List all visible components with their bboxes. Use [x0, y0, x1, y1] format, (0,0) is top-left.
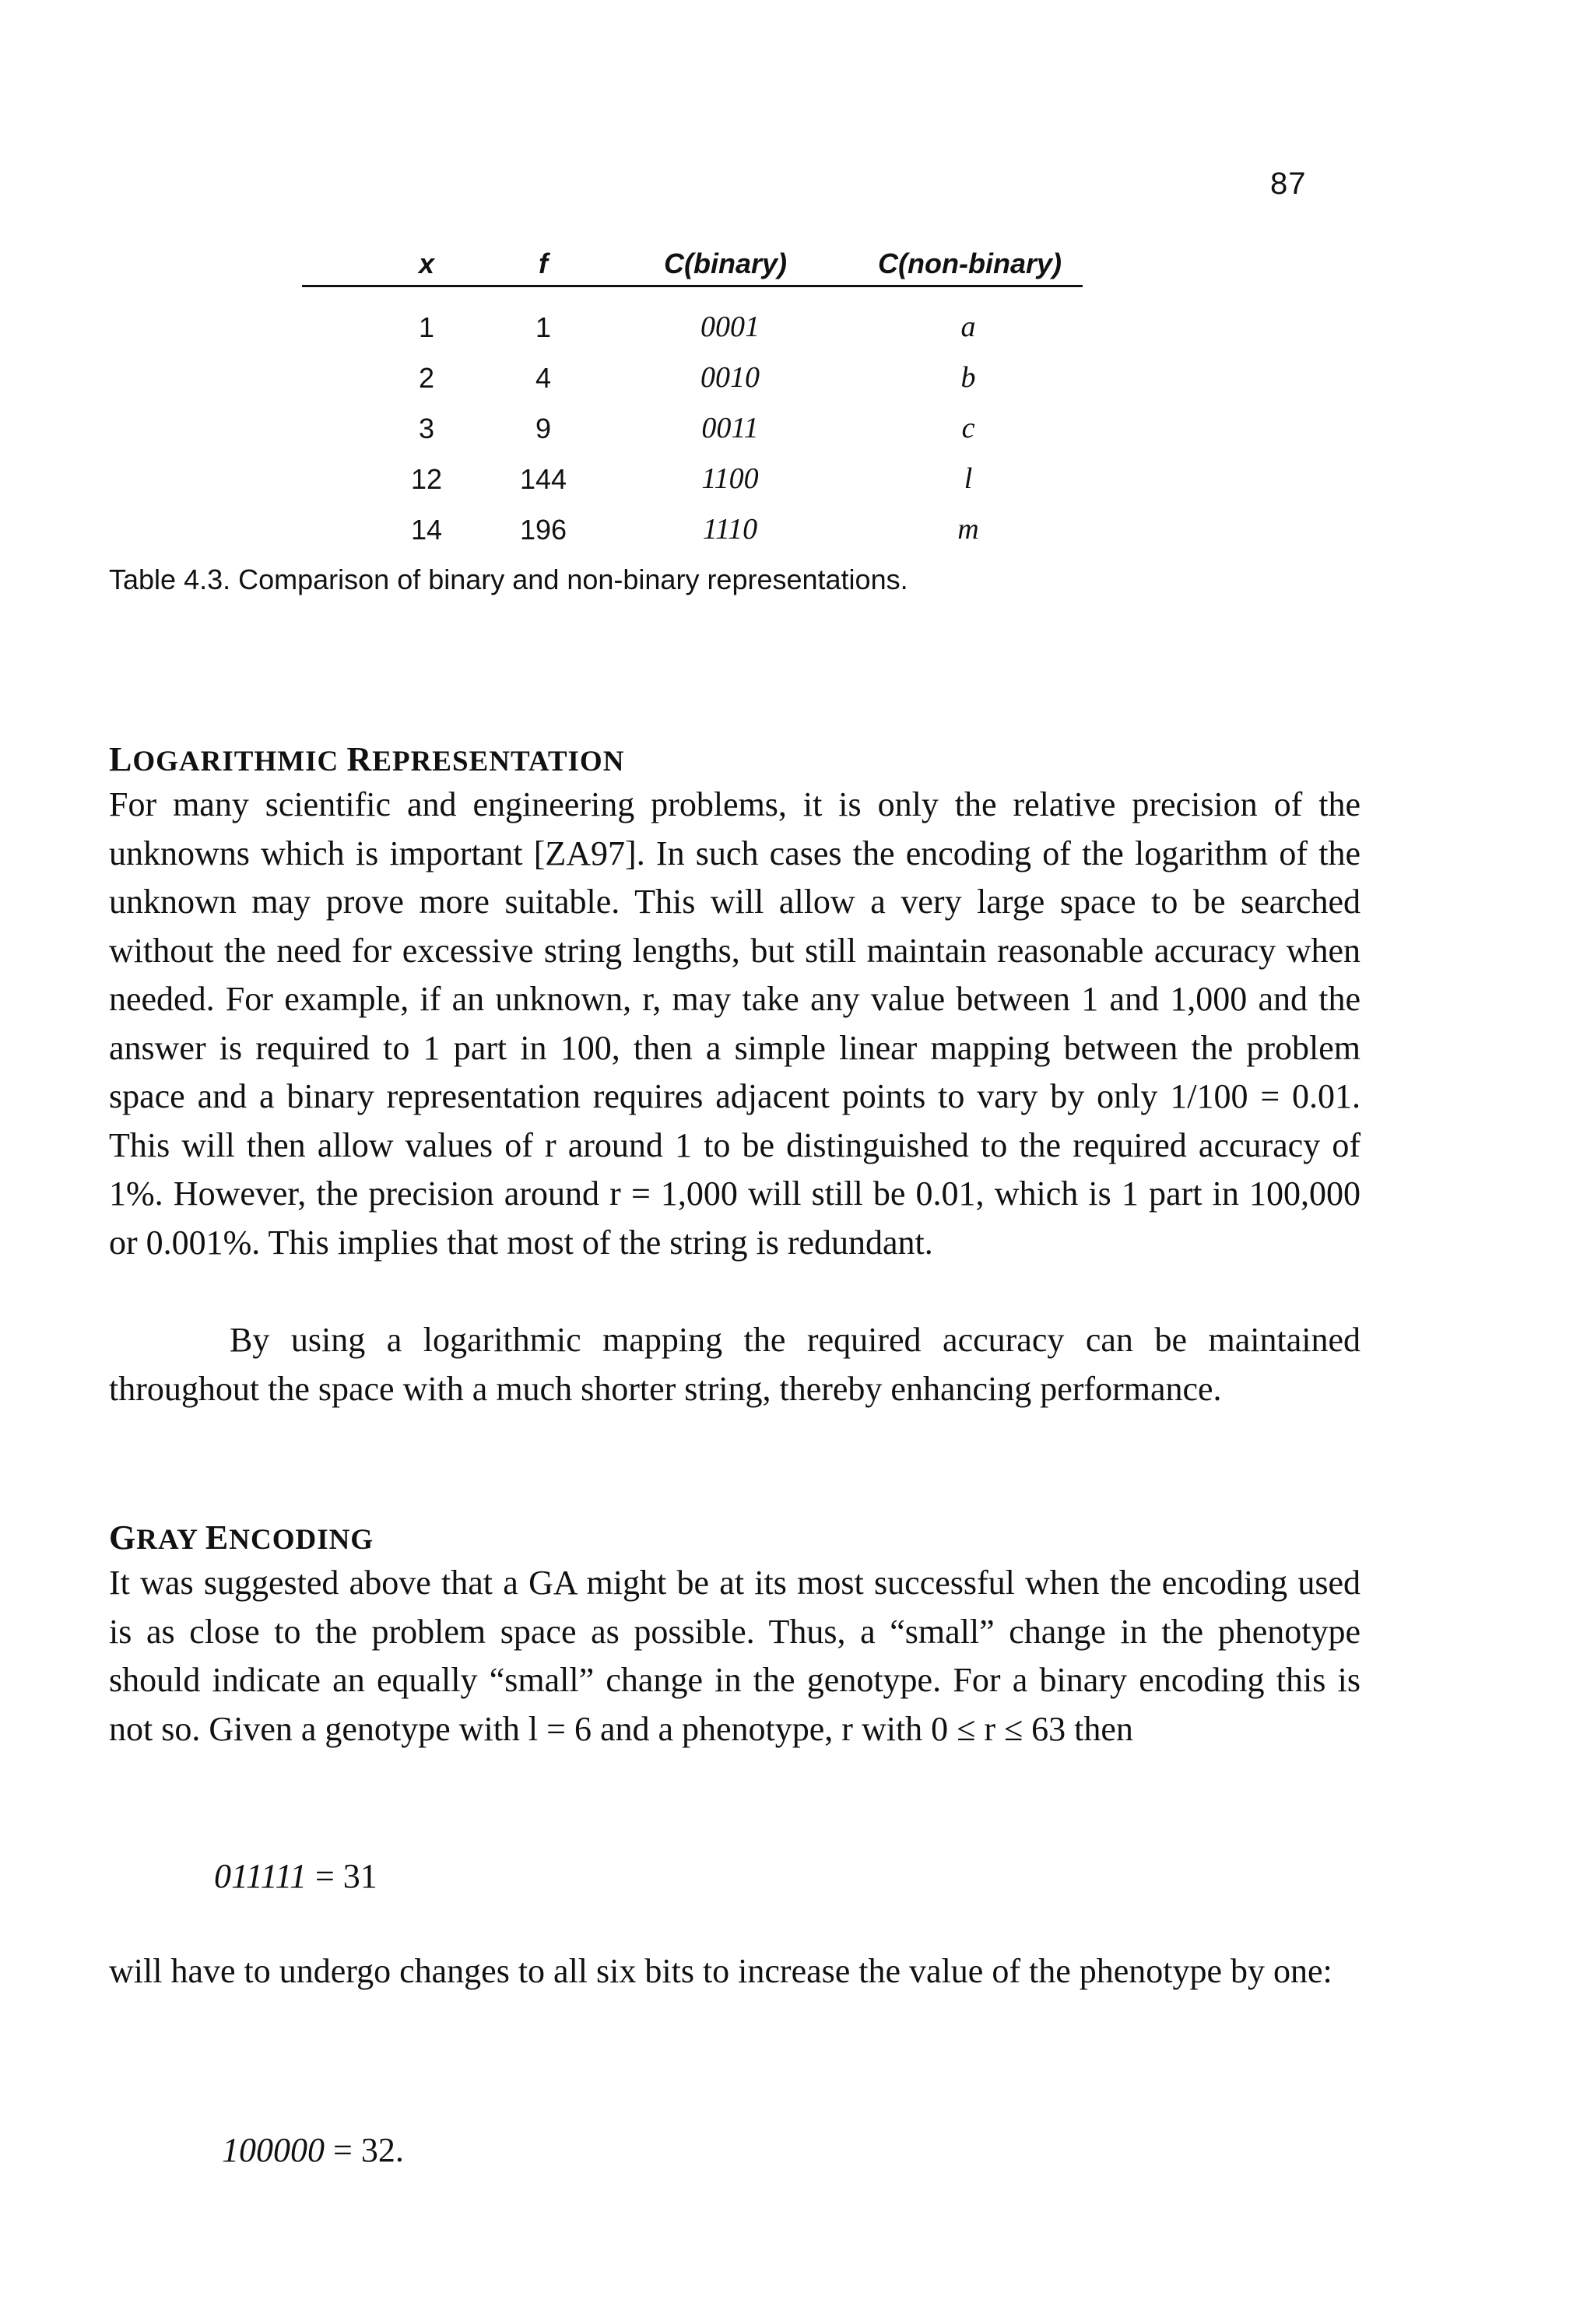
heading-smallcaps: EPRESENTATION — [372, 746, 625, 778]
table-cell: 2 — [418, 362, 435, 394]
table-cell: 9 — [535, 412, 552, 444]
table-cell: m — [957, 513, 979, 546]
table-cell: 14 — [410, 514, 443, 546]
table-cell: 12 — [410, 463, 443, 495]
heading-smallcaps: OGARITHMIC — [132, 746, 347, 778]
table-header-non-binary: C(non-binary) — [878, 247, 1062, 279]
table-cell: 1 — [535, 311, 552, 343]
table-cell: 1 — [418, 311, 435, 343]
heading-initial: L — [109, 740, 133, 778]
table-cell: 1110 — [702, 513, 758, 546]
heading-initial: G — [109, 1518, 137, 1557]
paragraph-logarithmic-2: By using a logarithmic mapping the required accuracy can be maintained throughout the space with a much shorter string, thereby enhancing performance. — [109, 1321, 1361, 1408]
table-cell: 4 — [535, 362, 552, 394]
equation-bits: 011111 — [214, 1857, 307, 1895]
equation-2 — [222, 2130, 404, 2170]
page-number: 87 — [1270, 167, 1307, 201]
table-cell: l — [964, 462, 973, 495]
heading-smallcaps: RAY — [136, 1524, 205, 1556]
table-header-x: x — [418, 247, 435, 279]
table-cell: 3 — [418, 412, 435, 444]
heading-initial: E — [205, 1518, 230, 1557]
table-cell: 144 — [519, 463, 567, 495]
table-cell: c — [961, 412, 975, 444]
table-cell: 1100 — [701, 462, 759, 495]
table-cell: 196 — [519, 514, 567, 546]
equation-1 — [214, 1856, 377, 1896]
heading-smallcaps: NCODING — [229, 1524, 374, 1556]
table-cell: 0011 — [701, 412, 759, 444]
paragraph-gray-1: It was suggested above that a GA might be at its most successful when the encoding used is as close to the problem space as possible. Thus, a “small” change in the phenotype should indicate an equally “small” change in the genotype. For a binary encoding this is not so. Given a genotype with l = 6 and a phenotype, r with 0 ≤ r ≤ 63 then — [109, 1564, 1361, 1748]
equation-value: = 32. — [325, 2131, 404, 2169]
section-heading-logarithmic — [109, 739, 624, 779]
table-cell: b — [960, 361, 976, 394]
equation-bits: 100000 — [222, 2131, 325, 2169]
table-caption: Table 4.3. Comparison of binary and non-binary representations. — [109, 563, 908, 595]
paragraph-gray-2: will have to undergo changes to all six bits to increase the value of the phenotype by one: — [109, 1952, 1332, 1990]
table-cell: 0010 — [700, 361, 760, 394]
table-header-binary: C(binary) — [663, 247, 788, 279]
paragraph-logarithmic-1: For many scientific and engineering problems, it is only the relative precision of the unknowns which is important [ZA97]. In such cases the encoding of the logarithm of the unknown may prove more suitable. This will allow a very large space to be searched without the need for excessive string lengths, but still maintain reasonable accuracy when needed. For example, if an unknown, r, may take any value between 1 and 1,000 and the answer is required to 1 part in 100, then a simple linear mapping between the problem space and a binary representation requires adjacent points to vary by only 1/100 = 0.01. This will then allow values of r around 1 to be distinguished to the required accuracy of 1%. However, the precision around r = 1,000 will still be 0.01, which is 1 part in 100,000 or 0.001%. This implies that most of the string is redundant. — [109, 785, 1361, 1262]
equation-value: = 31 — [306, 1857, 377, 1895]
table-cell: 0001 — [700, 311, 760, 343]
table-header-f: f — [539, 247, 548, 279]
table-header-rule — [302, 285, 1083, 287]
section-heading-gray — [109, 1518, 374, 1557]
table-cell: a — [960, 311, 976, 343]
heading-initial: R — [346, 740, 373, 778]
